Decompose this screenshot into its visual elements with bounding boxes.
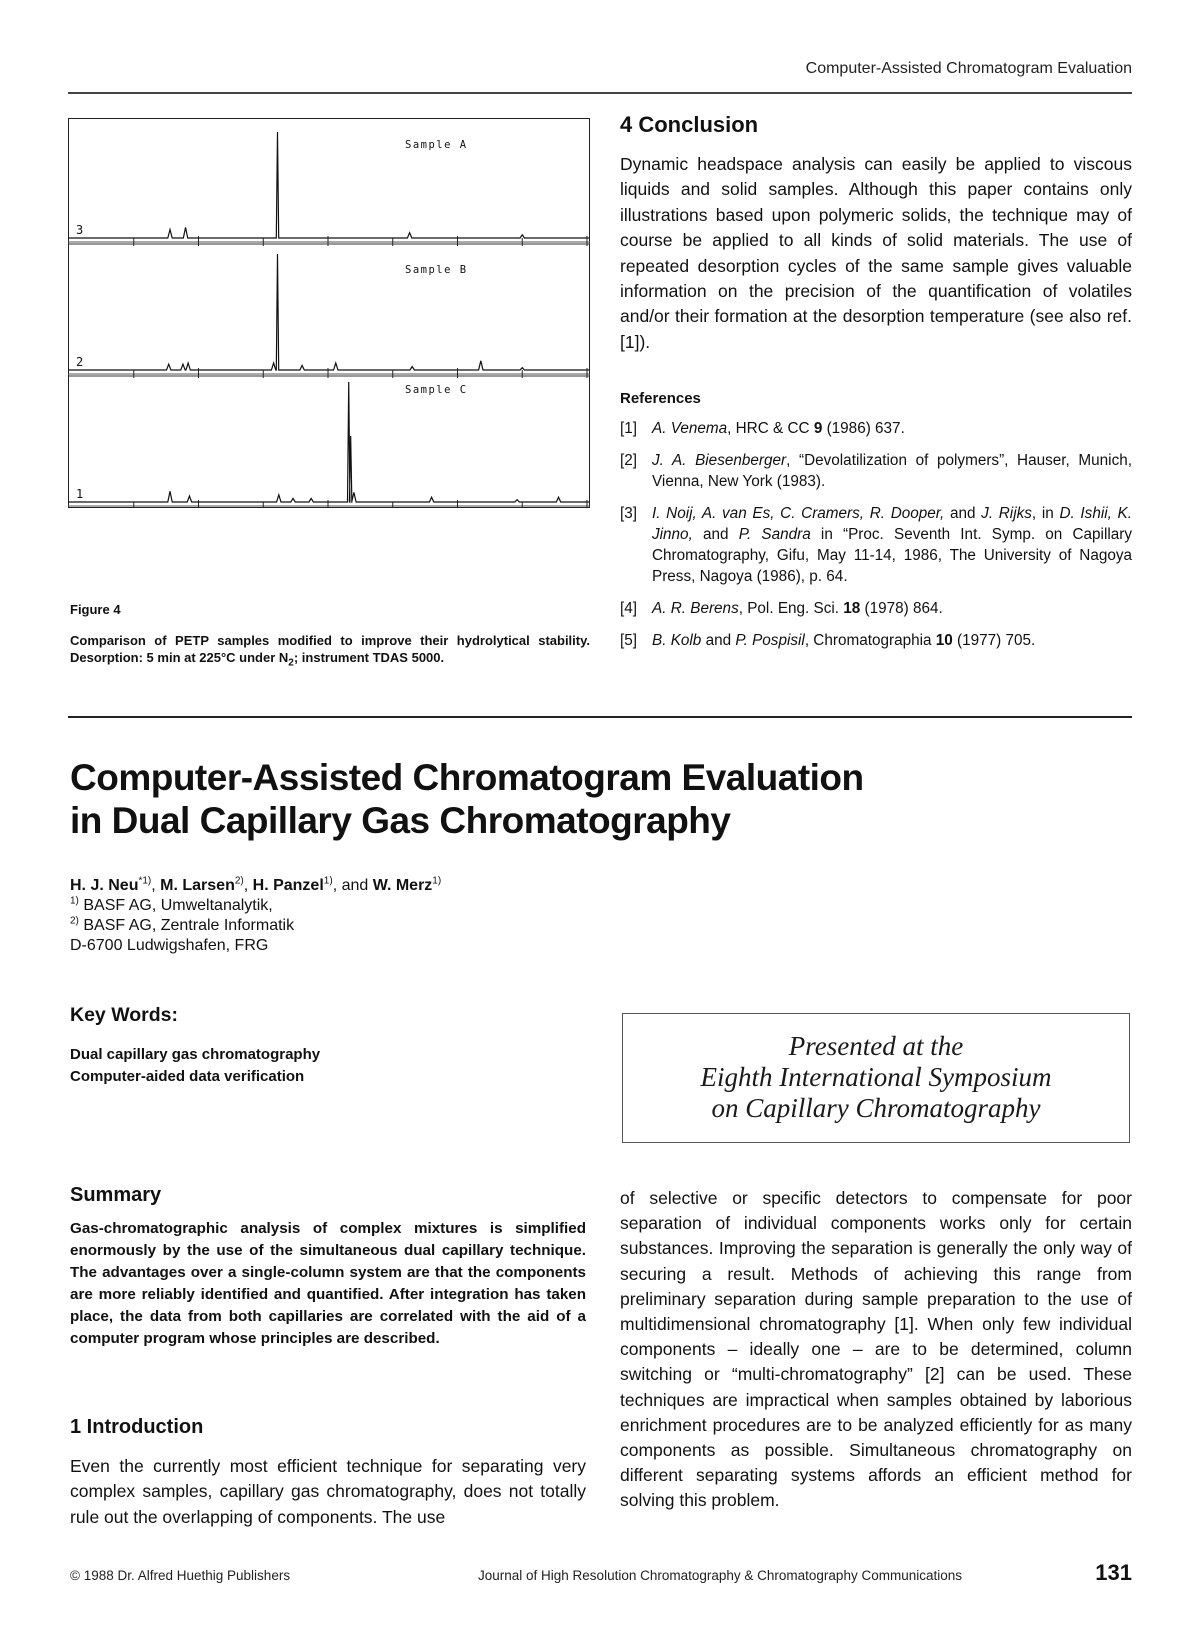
references-list [620,418,1132,662]
figure-label: Figure 4 [70,602,121,617]
address: D-6700 Ludwigshafen, FRG [70,937,269,954]
keyword-item: Dual capillary gas chromatography [70,1046,321,1063]
chromatogram-plot [68,118,590,508]
reference-volume: 9 [813,420,823,437]
author-affiliation-mark: 2) [234,875,244,887]
chromatogram-trace [69,132,589,238]
svg-text:3: 3 [76,223,84,237]
article-title-line-1: Computer-Assisted Chromatogram Evaluation [70,757,864,798]
keywords-list [70,1044,320,1088]
svg-text:Sample C: Sample C [405,384,468,396]
reference-editors: P. Sandra [738,526,811,543]
presented-line: Presented at the [788,1031,964,1061]
affiliation-text: BASF AG, Zentrale Informatik [83,917,295,934]
reference-conjunction: , in [1031,505,1060,522]
reference-authors: A. R. Berens [652,600,739,617]
chromatogram-figure [68,118,590,508]
reference-editors: D. Ishii, K. Jinno, [652,505,1133,543]
author-name: M. Larsen [160,877,235,894]
author-name: H. J. Neu [70,877,139,894]
running-head: Computer-Assisted Chromatogram Evaluation [805,60,1132,77]
references-heading: References [620,390,701,407]
author-conjunction: and [341,877,369,894]
page-number: 131 [1095,1560,1132,1585]
svg-text:Sample A: Sample A [405,139,468,151]
reference-conjunction: and [701,632,736,649]
footer-copyright: © 1988 Dr. Alfred Huethig Publishers [70,1568,291,1583]
author-name: H. Panzel [252,877,324,894]
svg-text:Sample B: Sample B [405,264,468,276]
reference-number: [2] [620,452,638,469]
reference-number: [1] [620,420,638,437]
reference-source: , Chromatographia [804,632,936,649]
reference-source: in “Proc. Seventh Int. Symp. on Capillary Chromatography, Gifu, May 11-14, 1986, The University of Nagoya Press, Nagoya (1986), p. 64. [652,526,1132,585]
article-title-line-2: in Dual Capillary Gas Chromatography [70,800,731,841]
footer-journal: Journal of High Resolution Chromatography & Chromatography Communications [478,1568,962,1583]
keyword-item: Computer-aided data verification [70,1068,305,1085]
author-affiliation-mark: *1) [138,875,152,887]
conclusion-text: Dynamic headspace analysis can easily be applied to viscous liquids and solid samples. Although this paper contains only illustrations based upon polymeric solids, the technique may of course be applied to all kinds of solid materials. The use of repeated desorption cycles of the same sample gives valuable information on the precision of the quantification of volatiles and/or their formation at the desorption temperature (see also ref. [1]). [620,154,1132,352]
reference-number: [5] [620,632,638,649]
introduction-text-part: mined, column switching or “multi-chromatography” [2] can be used. These techniques are impractical when samples obtained by laborious enrichment procedures are to be analyzed efficiently for as many components as possible. Simultaneous chromatography on different separating systems affords an efficient method for solving this problem. [620,1339,1132,1511]
svg-text:1: 1 [76,487,84,501]
reference-item [620,503,1132,587]
reference-authors: J. A. Biesenberger [652,452,787,469]
author-affiliation-mark: 1) [432,875,442,887]
keywords-heading: Key Words: [70,1004,178,1026]
reference-volume: 10 [935,632,953,649]
introduction-text-left: Even the currently most efficient technique for separating very complex samples, capillary gas chromatography, does not totally rule out the overlapping of components. The use [70,1456,586,1527]
svg-text:2: 2 [76,355,84,369]
chromatogram-trace [69,254,589,370]
reference-tail: (1977) 705. [952,632,1036,649]
affiliation-mark: 2) [70,915,79,927]
summary-text: Gas-chromatographic analysis of complex mixtures is simplified enormously by the use of the simultaneous dual capillary technique. The advantages over a single-column system are that the components are more reliably identified and quantified. After integration has taken place, the data from both capillaries are correlated with the aid of a computer program whose principles are described. [70,1220,586,1347]
presented-at-box [622,1013,1130,1143]
reference-conjunction: and [692,526,739,543]
article-separator-rule [68,716,1132,718]
header-rule [68,92,1132,94]
reference-authors: I. Noij, A. van Es, C. Cramers, R. Dooper, [652,505,945,522]
figure-caption [70,632,590,672]
reference-item [620,450,1132,492]
reference-number: [4] [620,600,638,617]
reference-source: , Pol. Eng. Sci. [738,600,844,617]
reference-authors: J. Rijks [981,505,1032,522]
affiliation-mark: 1) [70,895,79,907]
affiliation-text: BASF AG, Umweltanalytik, [83,897,273,914]
caption-text-end: ; instrument TDAS 5000. [293,650,445,665]
affiliation [70,896,441,916]
reference-tail: (1986) 637. [822,420,905,437]
reference-number: [3] [620,505,638,522]
chromatogram-trace [69,382,589,502]
reference-authors: A. Venema [652,420,728,437]
reference-item [620,598,1132,619]
authors-block [70,876,441,956]
introduction-text-part: of selective or specific detectors to compensate for poor separation of individual components works only for certain substances. Improving the separation is generally the only way of securing a result. Methods of achieving this range from preliminary separation during sample preparation to the use of multidimensional chromatography [1]. When only few individual components – ideally one – are to be deter [620,1188,1132,1360]
affiliation [70,916,441,936]
reference-volume: 18 [843,600,861,617]
reference-tail: (1978) 864. [860,600,943,617]
introduction-text-right [620,1186,1132,1514]
conclusion-heading: 4 Conclusion [620,112,759,137]
reference-source: , HRC & CC [727,420,814,437]
introduction-heading: 1 Introduction [70,1416,204,1438]
presented-line: on Capillary Chromatography [711,1093,1041,1123]
reference-item [620,418,1132,439]
author-list: H. J. Neu$^{*1)}$, M. Larsen$^{2)}$, H. Panzel$^{1)}$, and W. Merz$^{1)}$ [70,875,442,894]
reference-source: , “Devolatilization of polymers”, Hauser, Munich, Vienna, New York (1983). [652,452,1132,490]
reference-conjunction: and [944,505,982,522]
presented-line: Eighth International Symposium [700,1062,1052,1092]
article-title [70,756,864,842]
reference-authors: P. Pospisil [735,632,805,649]
reference-item [620,630,1132,651]
author-affiliation-mark: 1) [323,875,333,887]
reference-authors: B. Kolb [652,632,702,649]
caption-text: Comparison of PETP samples modified to improve their hydrolytical stability. Desorption: 5 min at 225°C under N [70,633,590,665]
caption-subscript: 2 [288,657,294,669]
author-name: W. Merz [372,877,433,894]
summary-heading: Summary [70,1184,162,1206]
